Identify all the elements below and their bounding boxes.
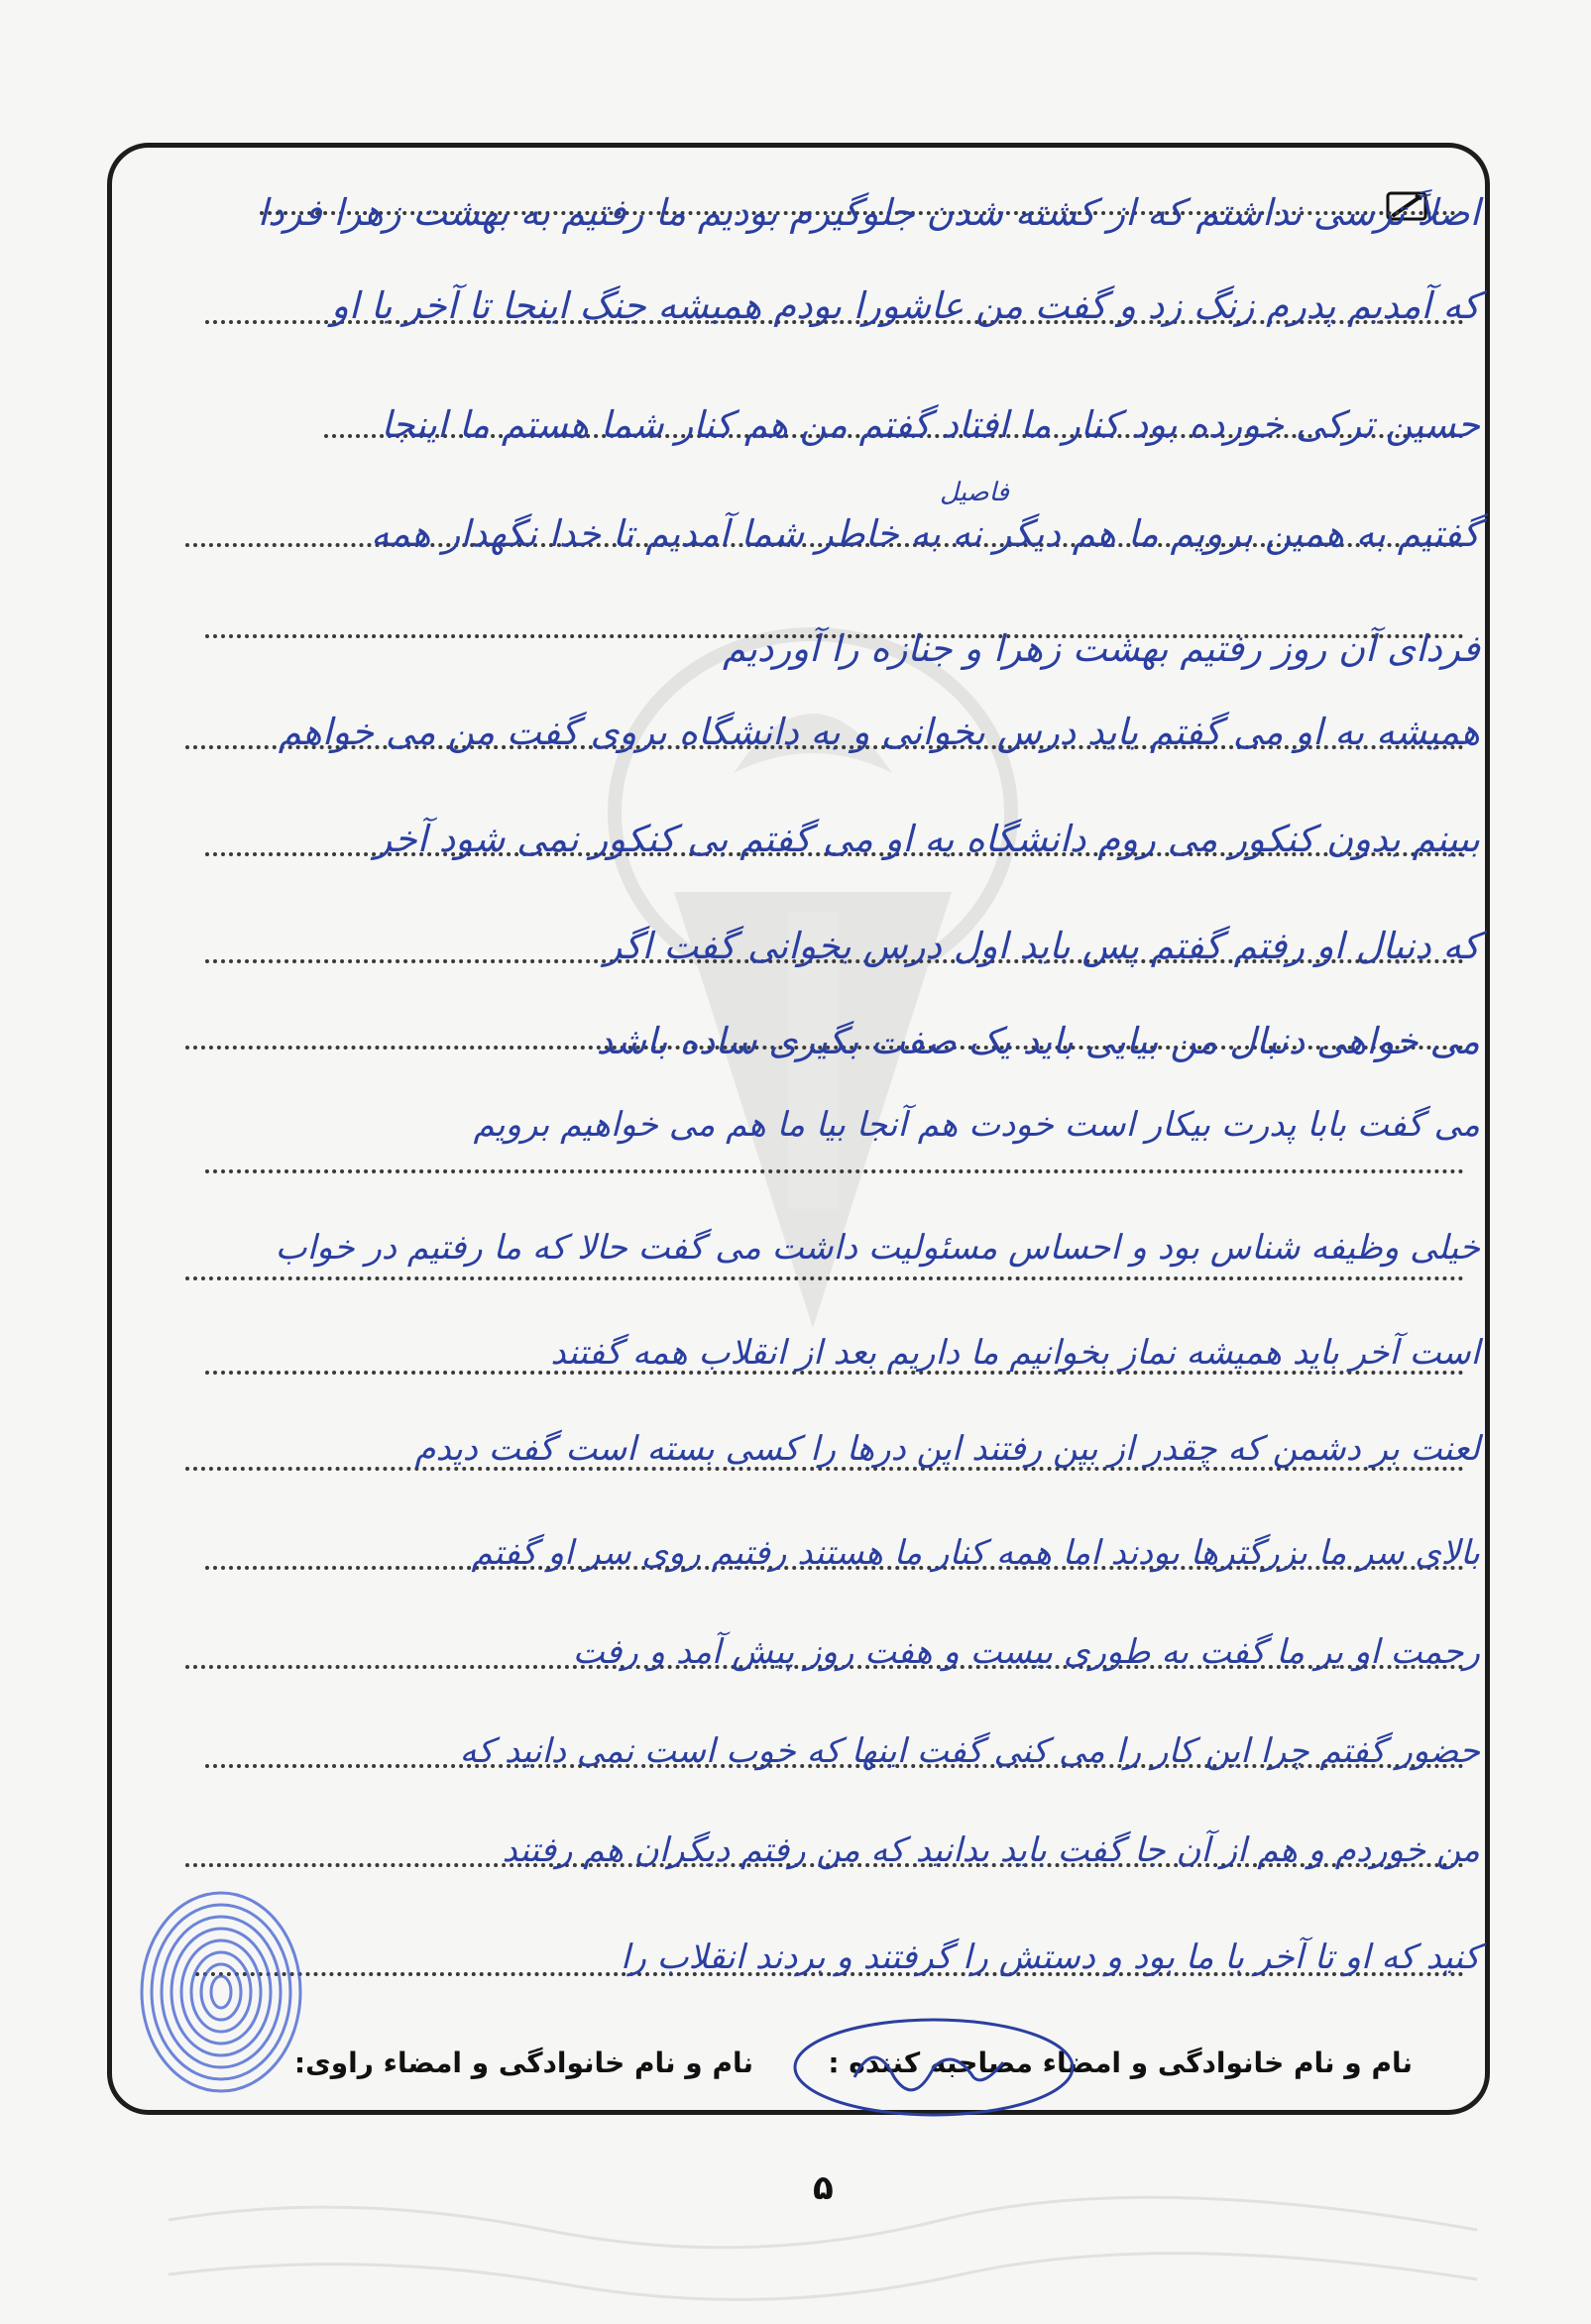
interviewer-signature-label: نام و نام خانوادگی و امضاء مصاحبه کننده : xyxy=(828,2047,1413,2079)
narrator-signature-label: نام و نام خانوادگی و امضاء راوی: xyxy=(293,2047,753,2079)
handwritten-line: می گفت بابا پدرت بیکار است خودت هم آنجا بیا ما هم می خواهیم برویم xyxy=(473,1105,1480,1145)
handwritten-line: می خواهی دنبال من بیایی باید یک صفت بگیری ساده باشد xyxy=(596,1020,1480,1062)
dotted-rule xyxy=(205,1169,1464,1173)
handwritten-line: که آمدیم پدرم زنگ زد و گفت من عاشورا بودم همیشه جنگ اینجا تا آخر با او xyxy=(331,284,1480,327)
handwritten-line: فردای آن روز رفتیم بهشت زهرا و جنازه را آوردیم xyxy=(723,627,1480,670)
handwritten-line: بالای سر ما بزرگترها بودند اما همه کنار ما هستند رفتیم روی سر او گفتم xyxy=(471,1533,1480,1573)
handwritten-line: ببینم بدون کنکور می روم دانشگاه به او می گفتم بی کنکور نمی شود آخر xyxy=(374,818,1480,860)
dotted-rule xyxy=(185,1276,1464,1280)
handwritten-line: کنید که او تا آخر با ما بود و دستش را گرفتند و بردند انقلاب را xyxy=(621,1937,1480,1977)
handwritten-line: است آخر باید همیشه نماز بخوانیم ما داریم بعد از انقلاب همه گفتند xyxy=(550,1333,1480,1373)
handwritten-line: من خوردم و هم از آن جا گفت باید بدانید که من رفتم دیگران هم رفتند xyxy=(502,1830,1480,1870)
margin-note: فاصیل xyxy=(940,478,1009,507)
handwritten-line: همیشه به او می گفتم باید درس بخوانی و به دانشگاه بروی گفت من می خواهم xyxy=(278,711,1480,753)
handwritten-line: رحمت او بر ما گفت به طوری بیست و هفت روز پیش آمد و رفت xyxy=(572,1632,1480,1672)
handwritten-line: گفتیم به همین برویم ما هم دیگر نه به خاطر شما آمدیم تا خدا نگهدار همه xyxy=(370,512,1480,555)
interviewer-signature xyxy=(785,2008,1082,2127)
handwritten-line: خیلی وظیفه شناس بود و احساس مسئولیت داشت می گفت حالا که ما رفتیم در خواب xyxy=(275,1228,1480,1268)
handwritten-line: حسین ترکی خورده بود کنار ما افتاد گفتم من هم کنار شما هستم ما اینجا xyxy=(381,403,1480,446)
page-number: ۵ xyxy=(813,2168,834,2208)
fingerprint-image xyxy=(127,1878,315,2106)
handwritten-line: که دنبال او رفتم گفتم پس باید اول درس بخوانی گفت اگر xyxy=(604,925,1480,967)
handwritten-line: لعنت بر دشمن که چقدر از بین رفتند این درها را کسی بسته است گفت دیدم xyxy=(414,1429,1480,1469)
handwritten-line: حضور گفتم چرا این کار را می کنی گفت اینها که خوب است نمی دانید که xyxy=(459,1731,1480,1771)
handwritten-line: اصلاً ترسی نداشتم که از کشته شدن جلوگیرم بودیم ما رفتیم به بهشت زهرا فردا xyxy=(257,191,1480,234)
bleed-through-marks xyxy=(149,2180,1497,2319)
